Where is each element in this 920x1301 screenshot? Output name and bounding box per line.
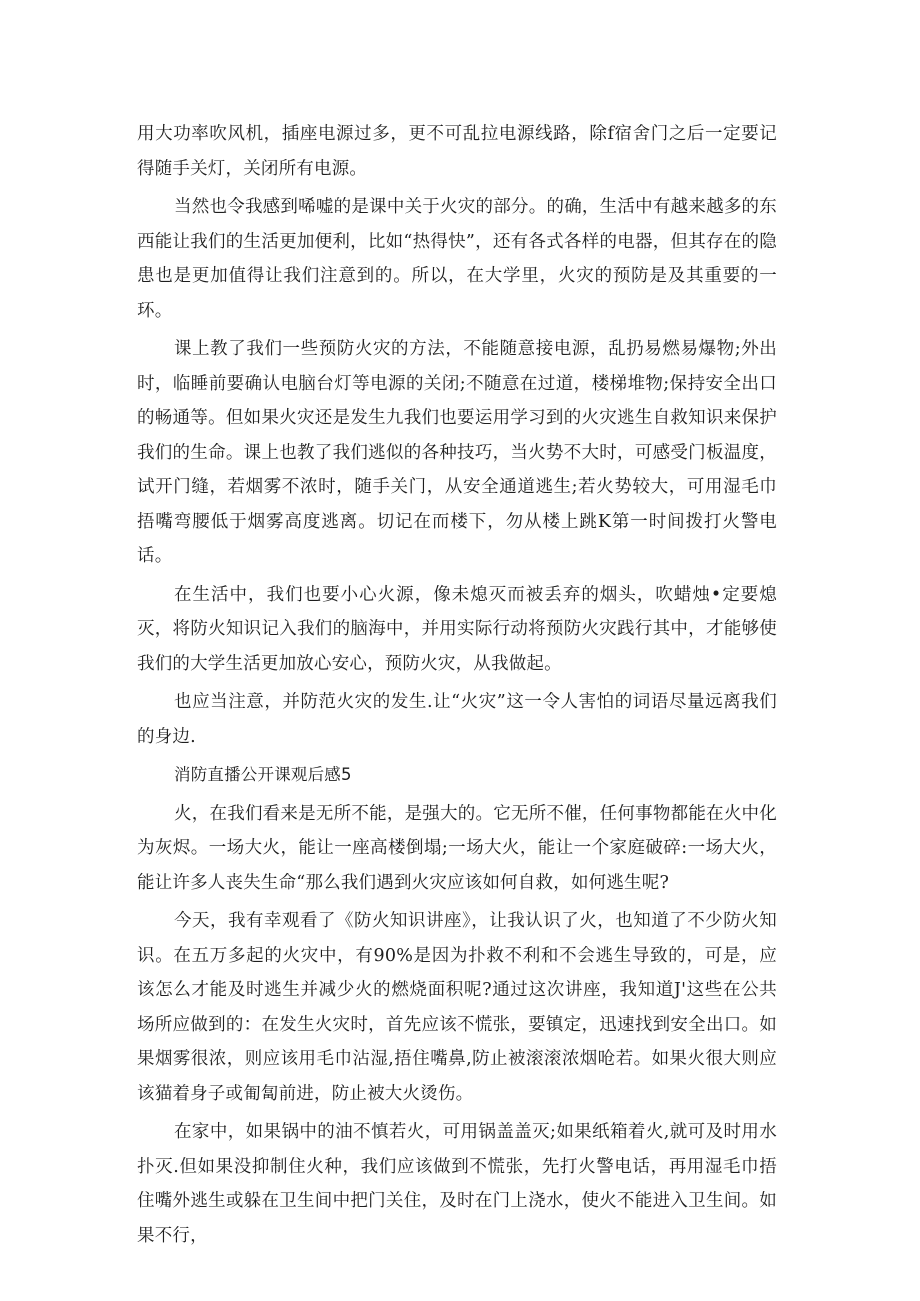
paragraph-1: 用大功率吹风机，插座电源过多，更不可乱拉电源线路，除f宿舍门之后一定要记得随手关灯，关闭所有电源。 bbox=[137, 124, 777, 179]
paragraph-2: 当然也令我感到唏嘘的是课中关于火灾的部分。的确，生活中有越来越多的东西能让我们的生活更加便利，比如“热得快”，还有各式各样的电器，但其存在的隐患也是更加值得让我们注意到的。所以，在大学里，火灾的预防是及其重要的一环。 bbox=[137, 197, 777, 321]
paragraph-4: 在生活中，我们也要小心火源，像未熄灭而被丢弃的烟头，吹蜡烛•定要熄灭，将防火知识记入我们的脑海中，并用实际行动将预防火灾践行其中，才能够使我们的大学生活更加放心安心，预防火灾，从我做起。 bbox=[137, 584, 777, 674]
paragraph-3: 课上教了我们一些预防火灾的方法，不能随意接电源，乱扔易燃易爆物;外出时，临睡前要确认电脑台灯等电源的关闭;不随意在过道，楼梯堆物;保持安全出口的畅通等。但如果火灾还是发生九我们也要运用学习到的火灾逃生自救知识来保护我们的生命。课上也教了我们逃似的各种技巧，当火势不大时，可感受门板温度，试开门缝，若烟雾不浓时，随手关门，从安全通道逃生;若火势较大，可用湿毛巾捂嘴弯腰低于烟雾高度逃离。切记在而楼下，勿从楼上跳K第一时间拨打火警电话。 bbox=[137, 339, 777, 566]
document-body bbox=[137, 117, 777, 1257]
section-heading: 消防直播公开课观后感5 bbox=[174, 765, 352, 784]
paragraph-5: 也应当注意，并防范火灾的发生.让“火灾”这一令人害怕的词语尽量远离我们的身边. bbox=[137, 692, 777, 747]
paragraph-8: 在家中，如果锅中的油不慎若火，可用锅盖盖灭;如果纸箱着火,就可及时用水扑灭.但如果没抑制住火种，我们应该做到不慌张，先打火警电话，再用湿毛巾捂住嘴外逃生或躲在卫生间中把门关住，及时在门上浇水，使火不能进入卫生间。如果不行， bbox=[137, 1122, 777, 1246]
paragraph-7: 今天，我有幸观看了《防火知识讲座》，让我认识了火，也知道了不少防火知识。在五万多起的火灾中，有90%是因为扑救不利和不会逃生导致的，可是，应该怎么才能及时逃生并减少火的燃烧面积呢?通过这次讲座，我知道J'这些在公共场所应做到的：在发生火灾时，首先应该不慌张，要镇定，迅速找到安全出口。如果烟雾很浓，则应该用毛巾沾湿,捂住嘴鼻,防止被滚滚浓烟呛若。如果火很大则应该猫着身子或匍匐前进，防止被大火烫伤。 bbox=[137, 911, 777, 1104]
paragraph-6: 火，在我们看来是无所不能，是强大的。它无所不催，任何事物都能在火中化为灰烬。一场大火，能让一座高楼倒塌;一场大火，能让一个家庭破碎:一场大火，能让许多人丧失生命“那么我们遇到火灾应该如何自救，如何逃生呢? bbox=[137, 803, 777, 893]
